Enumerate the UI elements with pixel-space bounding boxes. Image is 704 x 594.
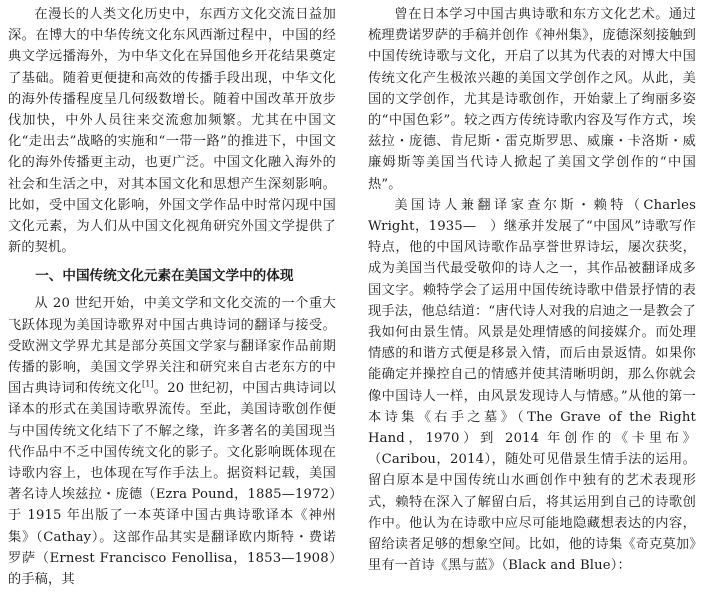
section-paragraph-text-a: 从 20 世纪开始，中美文学和文化交流的一个重大飞跃体现为美国诗歌界对中国古典诗词的翻译与接受。受欧洲文学界尤其是部分英国文学家与翻译家作品前期传播的影响，美国文学界关注和研究来自古老东方的中国古典诗词和传统文化: [8, 296, 336, 397]
section-paragraph-text-b: 。20 世纪初，中国古典诗词以译本的形式在美国诗歌界流传。至此，美国诗歌创作便与中国传统文化结下了不解之缘，许多著名的美国现当代作品中不乏中国传统文化的影子。文化影响既体现在诗歌内容上，也体现在写作手法上。据资料记载，美国著名诗人埃兹拉・庞德（Ezra Pound，1885—1972）于 1915 年出版了一本英译中国古典诗歌译本《神州集》（Cathay）。这部作品其实是翻译欧内斯特・费诺罗萨（Ernest Francisco Fenollisa，1853—1908）的手稿，其: [8, 381, 336, 588]
section-paragraph: [8, 293, 336, 590]
wright-paragraph: 美国诗人兼翻译家查尔斯・赖特（Charles Wright，1935— ）继承并发展了“中国风”诗歌写作特点，他的中国风诗歌作品享誉世界诗坛，屡次获奖，成为美国当代最受敬仰的诗人之一，其作品被翻译成多国文字。赖特学会了运用中国传统诗歌中借景抒情的表现手法，他总结道：“唐代诗人对我的启迪之一是教会了我如何由景生情。风景是处理情感的间接媒介。而处理情感的和谐方式便是移景入情，而后由景返情。如果你能确定并操控自己的情感并使其清晰明朗，那么你就会像中国诗人一样，由风景发现诗人与情感。”从他的第一本诗集《右手之墓》（The Grave of the Right Hand，1970）到 2014 年创作的《卡里布》（Caribou，2014），随处可见借景生情手法的运用。留白原本是中国传统山水画创作中独有的艺术表现形式，赖特在深入了解留白后，将其运用到自己的诗歌创作中。他认为在诗歌中应尽可能地隐藏想表达的内容，留给读者足够的想象空间。比如，他的诗集《奇克莫加》里有一首诗《黑与蓝》（Black and Blue）：: [368, 197, 696, 574]
intro-paragraph: 在漫长的人类文化历史中，东西方文化交流日益加深。在博大的中华传统文化东风西渐过程中，中国的经典文学远播海外，为中华文化在异国他乡开花结果奠定了基础。随着更便捷和高效的传播手段出现，中华文化的海外传播程度呈几何级数增长。随着中国改革开放步伐加快，中外人员往来交流愈加频繁。尤其在中国文化“走出去”战略的实施和“一带一路”的推进下，中国文化的海外传播更主动，也更广泛。中国文化融入海外的社会和生活之中，对其本国文化和思想产生深刻影响。比如，受中国文化影响，外国文学作品中时常闪现中国文化元素，为人们从中国文化视角研究外国文学提供了新的契机。: [8, 7, 336, 256]
section-heading: 一、中国传统文化元素在美国文学中的体现: [35, 268, 294, 285]
left-column: [8, 4, 336, 590]
continuation-paragraph: 曾在日本学习中国古典诗歌和东方文化艺术。通过梳理费诺罗萨的手稿并创作《神州集》，庞德深刻接触到中国传统诗歌与文化，开启了以其为代表的对博大中国传统文化产生极浓兴趣的美国文学创作之风。从此，美国的文学创作，尤其是诗歌创作，开始蒙上了绚丽多姿的“中国色彩”。较之西方传统诗歌内容及写作方式，埃兹拉・庞德、肯尼斯・雷克斯罗思、威廉・卡洛斯・威廉姆斯等美国当代诗人掀起了美国文学创作的“中国热”。: [368, 7, 696, 192]
right-column: [368, 4, 696, 576]
citation-ref[interactable]: [1]: [141, 379, 154, 389]
